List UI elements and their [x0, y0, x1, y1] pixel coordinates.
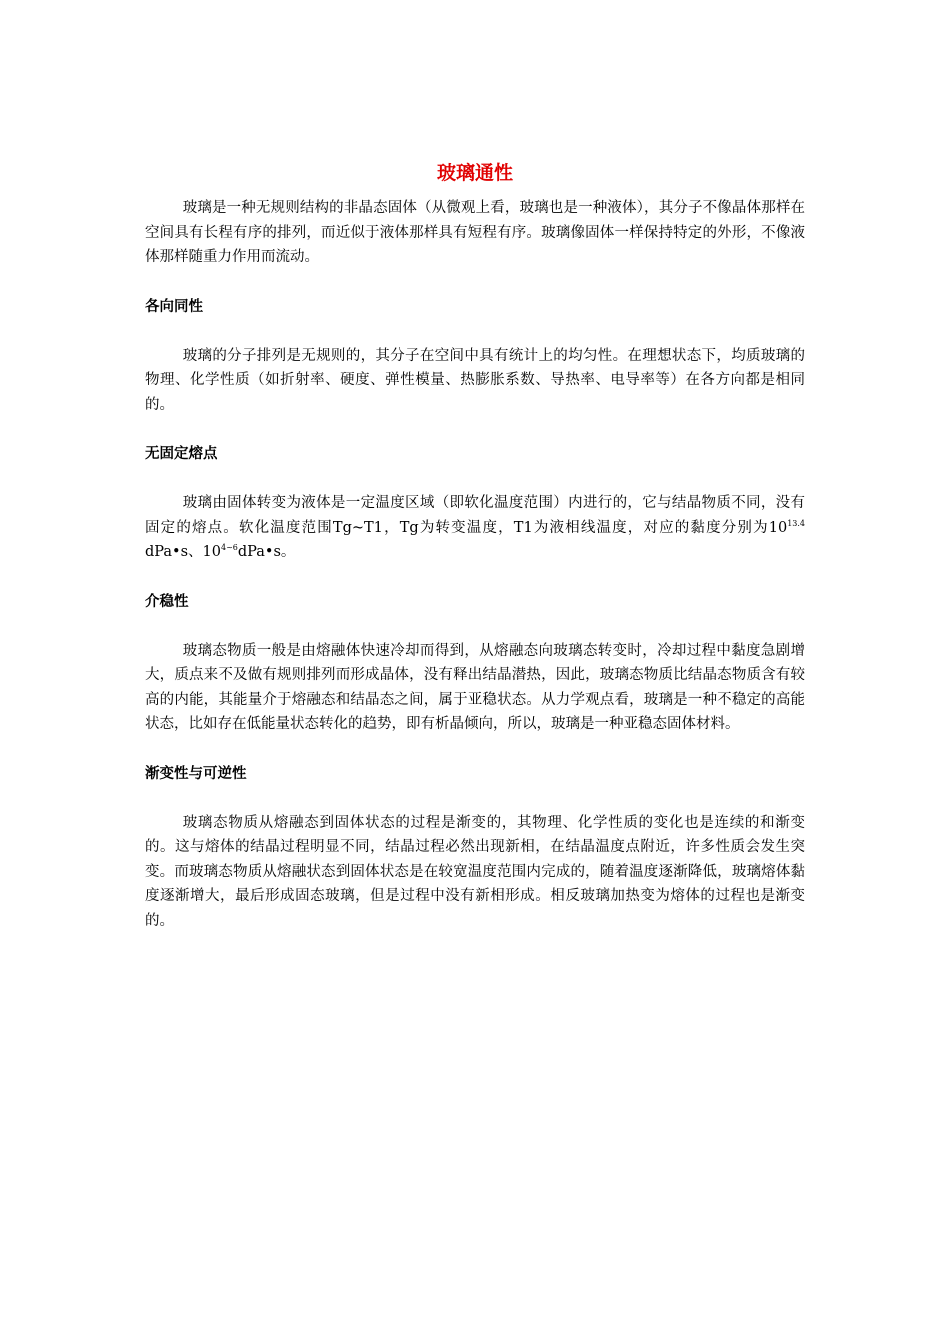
section-body-metastability: 玻璃态物质一般是由熔融体快速冷却而得到，从熔融态向玻璃态转变时，冷却过程中黏度急剧增大，质点来不及做有规则排列而形成晶体，没有释出结晶潜热，因此，玻璃态物质比结晶态物质含有较高的内能，其能量介于熔融态和结晶态之间，属于亚稳状态。从力学观点看，玻璃是一种不稳定的高能状态，比如存在低能量状态转化的趋势，即有析晶倾向，所以，玻璃是一种亚稳态固体材料。	[145, 642, 805, 732]
body-text-part-a: 玻璃由固体转变为液体是一定温度区域（即软化温度范围）内进行的，它与结晶物质不同，没有固定的熔点。软化温度范围Tg~T1，Tg为转变温度，T1为液相线温度，对应的黏度分别为10	[145, 495, 805, 536]
superscript-exponent-a: 13.4	[787, 518, 805, 528]
document-title: 玻璃通性	[436, 162, 513, 184]
section-heading-metastability: 介稳性	[145, 593, 189, 610]
section-body-gradual-reversible: 玻璃态物质从熔融态到固体状态的过程是渐变的，其物理、化学性质的变化也是连续的和渐变的。这与熔体的结晶过程明显不同，结晶过程必然出现新相，在结晶温度点附近，许多性质会发生突变。而玻璃态物质从熔融状态到固体状态是在较宽温度范围内完成的，随着温度逐渐降低，玻璃熔体黏度逐渐增大，最后形成固态玻璃，但是过程中没有新相形成。相反玻璃加热变为熔体的过程也是渐变的。	[145, 814, 805, 929]
document-page	[145, 160, 805, 933]
section-body-no-melting-point	[145, 491, 805, 565]
section-body-isotropy: 玻璃的分子排列是无规则的，其分子在空间中具有统计上的均匀性。在理想状态下，均质玻璃的物理、化学性质（如折射率、硬度、弹性模量、热膨胀系数、导热率、电导率等）在各方向都是相同的。	[145, 347, 805, 413]
section-heading-gradual-reversible: 渐变性与可逆性	[145, 765, 247, 782]
section-heading-no-melting-point: 无固定熔点	[145, 446, 218, 462]
section-heading-isotropy: 各向同性	[145, 298, 203, 315]
intro-paragraph: 玻璃是一种无规则结构的非晶态固体（从微观上看，玻璃也是一种液体），其分子不像晶体那样在空间具有长程有序的排列，而近似于液体那样具有短程有序。玻璃像固体一样保持特定的外形，不像液体那样随重力作用而流动。	[145, 200, 805, 265]
body-text-part-b: dPa•s、10	[145, 544, 221, 560]
body-text-part-c: dPa•s。	[237, 544, 296, 560]
superscript-exponent-b: 4~6	[220, 543, 238, 552]
